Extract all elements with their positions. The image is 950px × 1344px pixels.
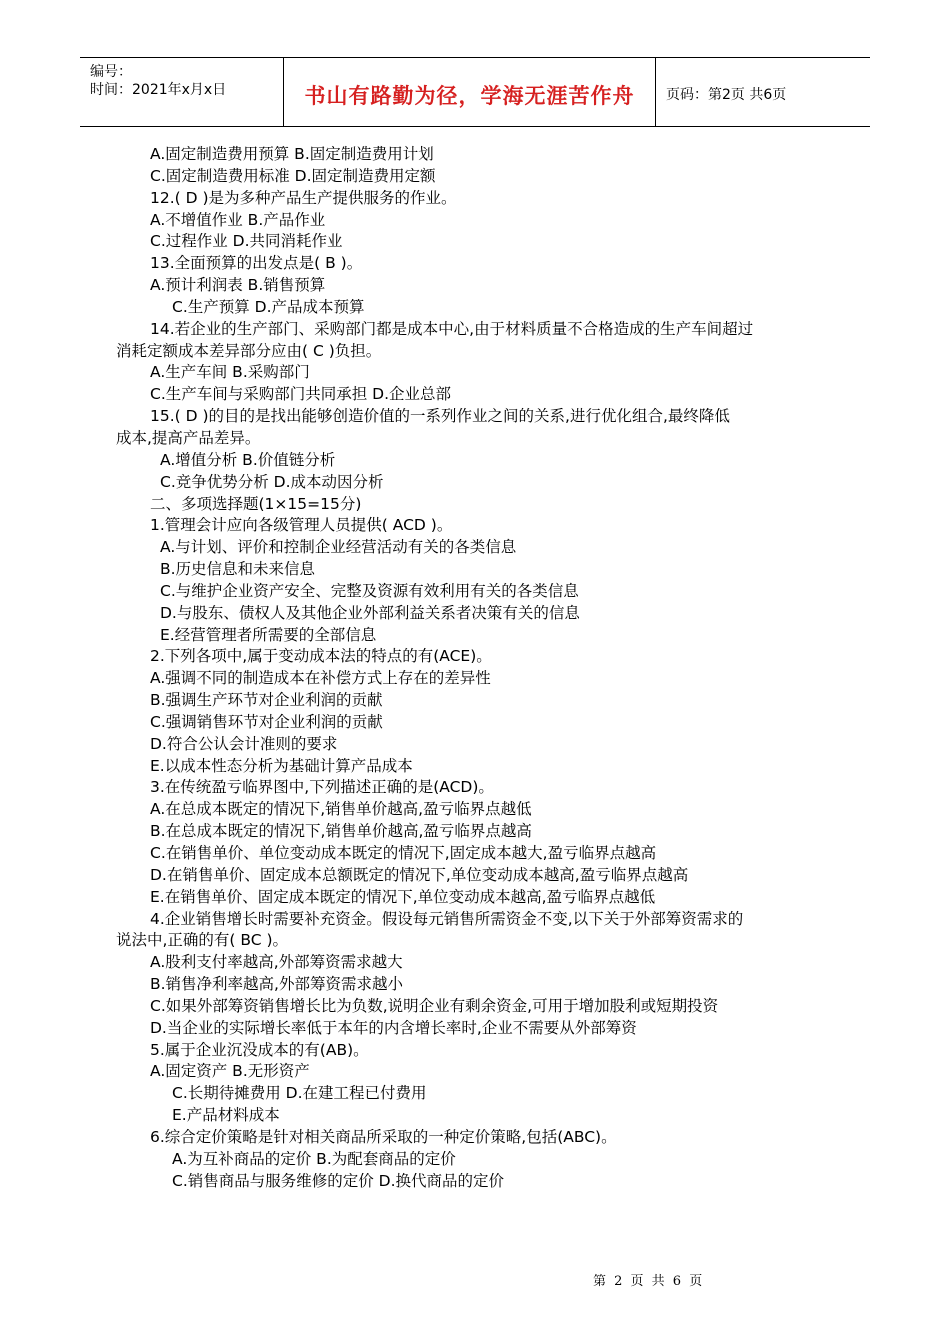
text-line: 6.综合定价策略是针对相关商品所采取的一种定价策略,包括(ABC)。 [150,1127,617,1146]
text-line: A.股利支付率越高,外部筹资需求越大 [150,953,403,972]
text-line: A.与计划、评价和控制企业经营活动有关的各类信息 [160,538,517,557]
text-line: D.在销售单价、固定成本总额既定的情况下,单位变动成本越高,盈亏临界点越高 [150,865,689,884]
text-line: B.在总成本既定的情况下,销售单价越高,盈亏临界点越高 [150,822,532,841]
text-line: D.符合公认会计准则的要求 [150,734,338,753]
text-line: E.以成本性态分析为基础计算产品成本 [150,756,413,775]
text-line: C.生产车间与采购部门共同承担 D.企业总部 [150,385,452,404]
header-page-cell [656,58,870,126]
text-line: C.固定制造费用标准 D.固定制造费用定额 [150,166,436,185]
text-line: 13.全面预算的出发点是( B )。 [150,254,363,273]
text-line: 4.企业销售增长时需要补充资金。假设每元销售所需资金不变,以下关于外部筹资需求的 [150,909,744,928]
header-meta-cell [80,58,284,126]
header-page-info: 页码：第2页 共6页 [666,87,787,103]
text-line: C.强调销售环节对企业利润的贡献 [150,712,383,731]
text-line: E.经营管理者所需要的全部信息 [160,625,377,644]
text-line: C.销售商品与服务维修的定价 D.换代商品的定价 [172,1171,505,1190]
text-line: A.不增值作业 B.产品作业 [150,210,326,229]
text-line: 3.在传统盈亏临界图中,下列描述正确的是(ACD)。 [150,778,494,797]
text-line: 说法中,正确的有( BC )。 [116,931,289,950]
text-line: B.强调生产环节对企业利润的贡献 [150,691,383,710]
text-line: 消耗定额成本差异部分应由( C )负担。 [116,341,382,360]
header-motto: 书山有路勤为径，学海无涯苦作舟 [304,83,635,108]
text-line: A.在总成本既定的情况下,销售单价越高,盈亏临界点越低 [150,800,532,819]
text-line: C.长期待摊费用 D.在建工程已付费用 [172,1084,427,1103]
text-line: 14.若企业的生产部门、采购部门都是成本中心,由于材料质量不合格造成的生产车间超过 [150,319,754,338]
text-line: 12.( D )是为多种产品生产提供服务的作业。 [150,188,457,207]
document-body [0,144,950,1193]
text-line: C.在销售单价、单位变动成本既定的情况下,固定成本越大,盈亏临界点越高 [150,844,657,862]
text-line: C.竞争优势分析 D.成本动因分析 [160,472,384,491]
text-line: A.固定制造费用预算 B.固定制造费用计划 [150,145,434,163]
text-line: 二、多项选择题(1×15=15分) [150,494,362,513]
text-line: E.产品材料成本 [172,1106,280,1125]
text-line: C.与维护企业资产安全、完整及资源有效利用有关的各类信息 [160,581,579,600]
text-line: B.销售净利率越高,外部筹资需求越小 [150,975,403,994]
text-line: C.生产预算 D.产品成本预算 [172,297,365,316]
text-line: A.预计利润表 B.销售预算 [150,276,326,295]
text-line: B.历史信息和未来信息 [160,560,316,579]
header-motto-cell [284,58,656,126]
text-line: A.增值分析 B.价值链分析 [160,450,336,469]
text-line: A.生产车间 B.采购部门 [150,363,310,382]
text-line: A.固定资产 B.无形资产 [150,1062,310,1081]
page-footer: 第 2 页 共 6 页 [593,1274,705,1289]
text-line: D.与股东、债权人及其他企业外部利益关系者决策有关的信息 [160,603,580,622]
doc-time-label: 时间：2021年x月x日 [90,82,227,98]
text-line: A.强调不同的制造成本在补偿方式上存在的差异性 [150,669,491,688]
text-line: 5.属于企业沉没成本的有(AB)。 [150,1040,369,1059]
text-line: 成本,提高产品差异。 [116,428,261,447]
text-line: E.在销售单价、固定成本既定的情况下,单位变动成本越高,盈亏临界点越低 [150,887,656,906]
text-line: C.如果外部筹资销售增长比为负数,说明企业有剩余资金,可用于增加股利或短期投资 [150,996,719,1015]
doc-number-label: 编号： [90,64,132,80]
text-line: 2.下列各项中,属于变动成本法的特点的有(ACE)。 [150,647,492,666]
text-line: 15.( D )的目的是找出能够创造价值的一系列作业之间的关系,进行优化组合,最终降低 [150,407,730,426]
text-line: C.过程作业 D.共同消耗作业 [150,232,343,251]
text-line: D.当企业的实际增长率低于本年的内含增长率时,企业不需要从外部筹资 [150,1018,637,1037]
text-line: 1.管理会计应向各级管理人员提供( ACD )。 [150,516,453,535]
page-header [80,57,870,127]
text-line: A.为互补商品的定价 B.为配套商品的定价 [172,1149,456,1168]
